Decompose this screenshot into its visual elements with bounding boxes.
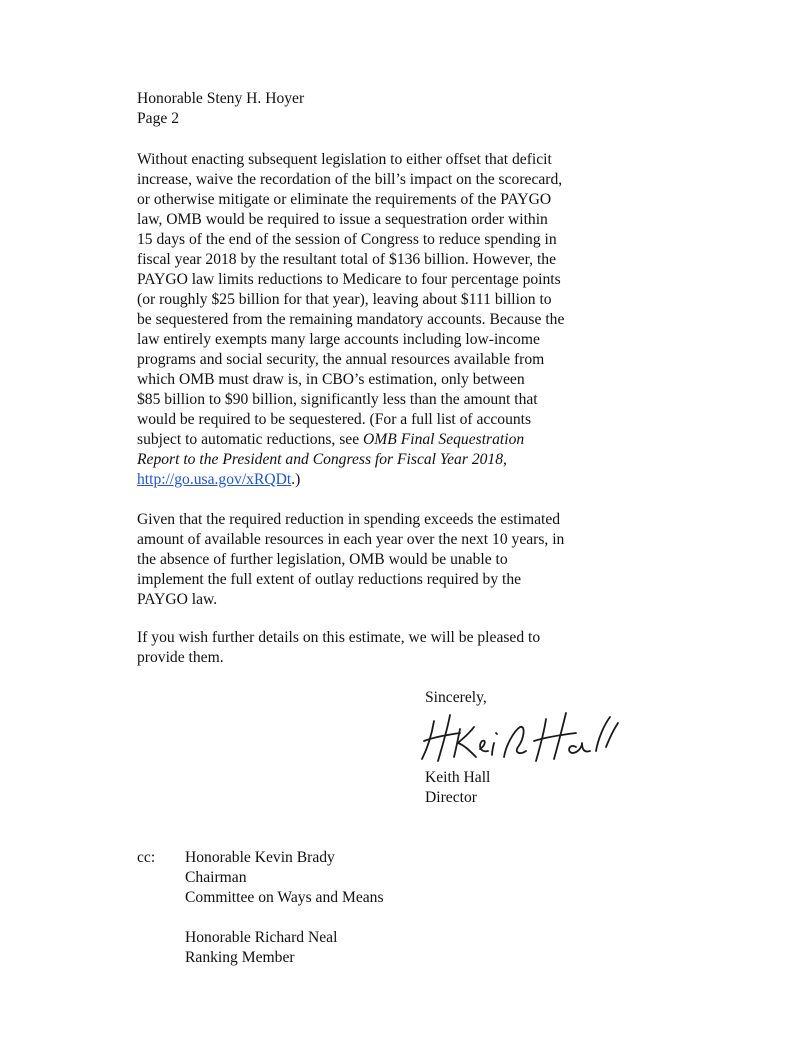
paragraph-paygo-sequestration bbox=[137, 150, 627, 490]
paragraph-line: 15 days of the end of the session of Congress to reduce spending in bbox=[137, 231, 557, 248]
paragraph-line bbox=[137, 470, 627, 490]
paragraph-line: law entirely exempts many large accounts including low-income bbox=[137, 331, 540, 348]
paragraph-line: PAYGO law. bbox=[137, 591, 218, 608]
signature-stroke bbox=[458, 727, 476, 757]
paragraph-line: the absence of further legislation, OMB would be unable to bbox=[137, 551, 508, 568]
signer-name: Keith Hall bbox=[425, 769, 491, 786]
cc-recipient bbox=[185, 848, 384, 908]
paragraph-line: amount of available resources in each year over the next 10 years, in bbox=[137, 531, 565, 548]
letter-header bbox=[137, 89, 627, 129]
cc-recipient-name: Honorable Kevin Brady bbox=[185, 849, 335, 866]
paragraph-line: If you wish further details on this estimate, we will be pleased to bbox=[137, 629, 541, 646]
cc-label: cc: bbox=[137, 849, 156, 866]
cc-recipient-name: Honorable Richard Neal bbox=[185, 929, 338, 946]
signature-stroke bbox=[438, 715, 450, 761]
paragraph-line: Given that the required reduction in spending exceeds the estimated bbox=[137, 511, 561, 528]
paragraph-line: increase, waive the recordation of the bill’s impact on the scorecard, bbox=[137, 171, 563, 188]
paragraph-further-details bbox=[137, 628, 627, 668]
report-title-continued: Report to the President and Congress for Fiscal Year 2018 bbox=[137, 451, 504, 468]
paragraph-line: $85 billion to $90 billion, significantly less than the amount that bbox=[137, 391, 538, 408]
signer-title: Director bbox=[425, 789, 477, 806]
signature-stroke bbox=[606, 723, 618, 747]
paragraph-line: (or roughly $25 billion for that year), leaving about $111 billion to bbox=[137, 291, 552, 308]
signer-block bbox=[425, 768, 490, 808]
paragraph-line: fiscal year 2018 by the resultant total of $136 billion. However, the bbox=[137, 251, 556, 268]
cc-recipient-org: Committee on Ways and Means bbox=[185, 889, 384, 906]
paragraph-line: or otherwise mitigate or eliminate the requirements of the PAYGO bbox=[137, 191, 552, 208]
signature-stroke bbox=[492, 743, 494, 755]
link-suffix: .) bbox=[291, 471, 301, 488]
signature-stroke bbox=[504, 727, 526, 757]
paragraph-line-text: subject to automatic reductions, see bbox=[137, 431, 364, 448]
signature-stroke bbox=[480, 741, 488, 752]
signature-stroke bbox=[496, 733, 497, 734]
cc-recipient bbox=[185, 928, 337, 968]
recipient-name: Honorable Steny H. Hoyer bbox=[137, 90, 305, 107]
paragraph-line: provide them. bbox=[137, 649, 224, 666]
paragraph-line bbox=[137, 430, 627, 450]
signature-stroke bbox=[569, 743, 590, 753]
paragraph-line: would be required to be sequestered. (For a full list of accounts bbox=[137, 411, 532, 428]
report-title-comma: , bbox=[503, 451, 507, 468]
signature-stroke bbox=[534, 733, 576, 741]
paragraph-line: Without enacting subsequent legislation to either offset that deficit bbox=[137, 151, 552, 168]
omb-report-link[interactable]: http://go.usa.gov/xRQDt bbox=[137, 471, 292, 488]
cc-recipient-role: Ranking Member bbox=[185, 949, 295, 966]
signature-image bbox=[420, 707, 620, 769]
signature-stroke bbox=[424, 733, 460, 741]
cc-recipient-role: Chairman bbox=[185, 869, 247, 886]
paragraph-line: implement the full extent of outlay reductions required by the bbox=[137, 571, 522, 588]
paragraph-line bbox=[137, 450, 627, 470]
page-number: Page 2 bbox=[137, 110, 180, 127]
paragraph-line: programs and social security, the annual resources available from bbox=[137, 351, 545, 368]
paragraph-line: law, OMB would be required to issue a sequestration order within bbox=[137, 211, 548, 228]
signature-stroke bbox=[596, 717, 610, 751]
closing-salutation: Sincerely, bbox=[425, 689, 487, 706]
paragraph-required-reduction bbox=[137, 510, 627, 610]
paragraph-line: which OMB must draw is, in CBO’s estimation, only between bbox=[137, 371, 525, 388]
report-title: OMB Final Sequestration bbox=[363, 431, 525, 448]
paragraph-line: PAYGO law limits reductions to Medicare to four percentage points bbox=[137, 271, 561, 288]
paragraph-line: be sequestered from the remaining mandatory accounts. Because the bbox=[137, 311, 565, 328]
